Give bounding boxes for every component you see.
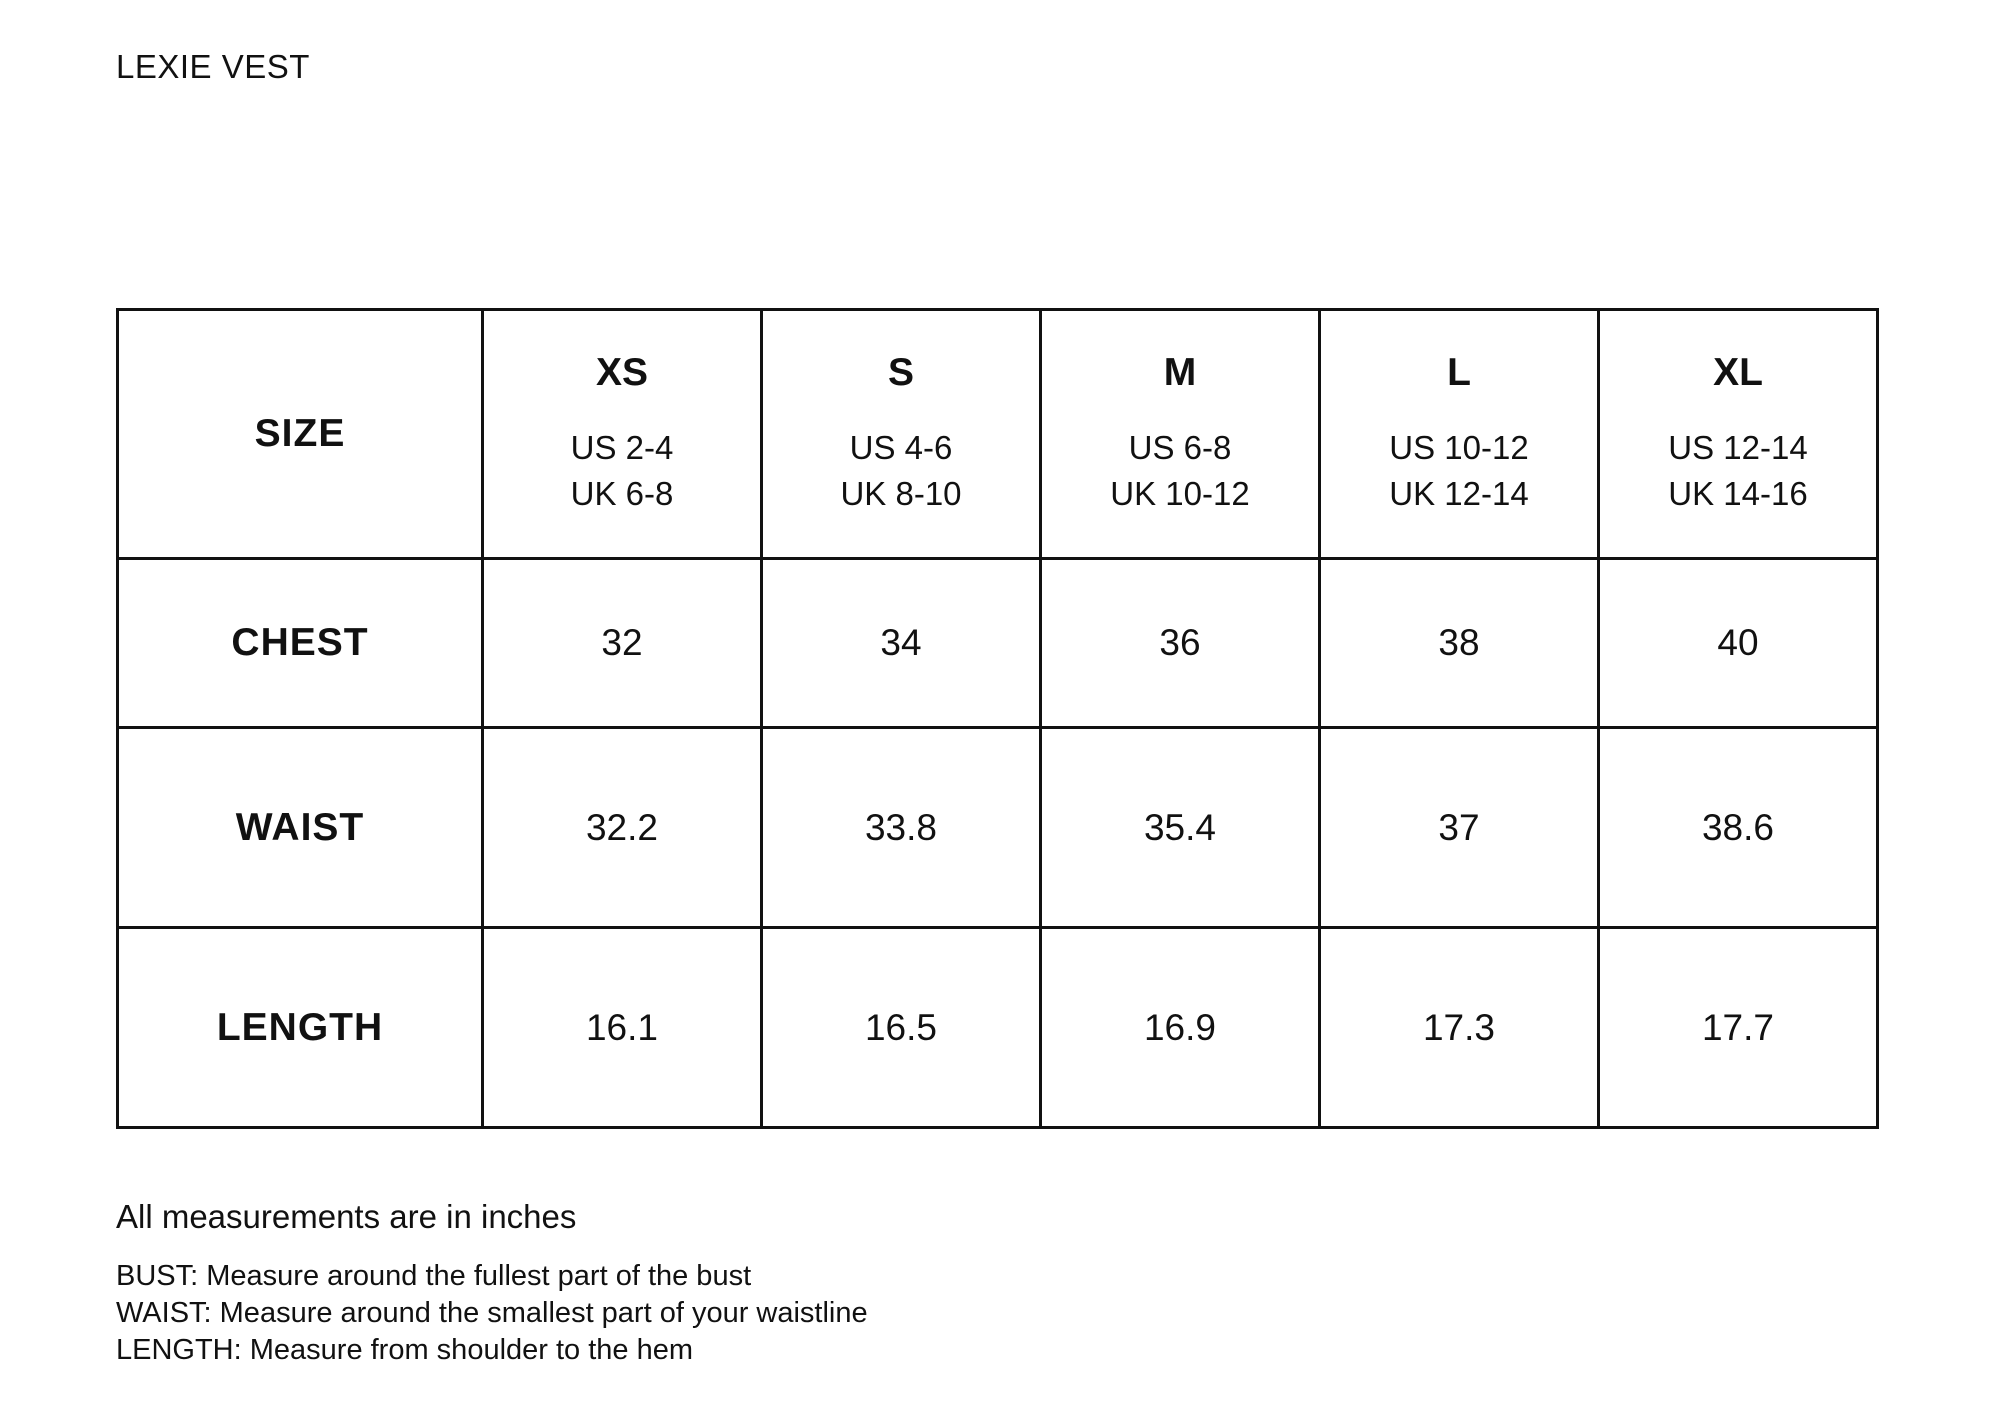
- size-column-xs: [483, 310, 762, 559]
- measurement-value: 38.6: [1701, 806, 1774, 848]
- measurement-value: 32: [601, 622, 643, 663]
- measurement-value: 16.1: [585, 1006, 658, 1048]
- value-cell: [1041, 728, 1320, 928]
- value-cell: [483, 928, 762, 1128]
- value-cell: [1599, 728, 1878, 928]
- size-us: US 12-14: [1668, 429, 1808, 466]
- guide-line-length: LENGTH: Measure from shoulder to the hem: [116, 1334, 694, 1366]
- size-uk: UK 14-16: [1668, 475, 1808, 512]
- size-code: L: [1447, 351, 1471, 394]
- units-note: All measurements are in inches: [116, 1198, 577, 1235]
- size-header-label: SIZE: [254, 412, 346, 455]
- table-row-length: [118, 928, 1878, 1128]
- size-header-cell: [118, 310, 483, 559]
- value-cell: [483, 728, 762, 928]
- size-column-l: [1320, 310, 1599, 559]
- size-code: S: [887, 351, 914, 394]
- size-column-m: [1041, 310, 1320, 559]
- size-code: XL: [1713, 351, 1763, 394]
- size-code: XS: [595, 351, 649, 394]
- size-code: M: [1163, 351, 1197, 394]
- measurement-value: 38: [1438, 622, 1480, 663]
- row-label-cell: [118, 928, 483, 1128]
- value-cell: [762, 928, 1041, 1128]
- size-chart-table: [116, 308, 1879, 1129]
- measurement-value: 36: [1159, 622, 1201, 663]
- guide-line-bust: BUST: Measure around the fullest part of the bust: [116, 1260, 752, 1292]
- value-cell: [1041, 928, 1320, 1128]
- value-cell: [1599, 559, 1878, 728]
- size-uk: UK 10-12: [1110, 475, 1250, 512]
- size-uk: UK 6-8: [570, 475, 674, 512]
- measurement-value: 32.2: [585, 806, 658, 848]
- size-column-s: [762, 310, 1041, 559]
- measurement-value: 34: [880, 622, 922, 663]
- table-row-chest: [118, 559, 1878, 728]
- measurement-value: 17.3: [1422, 1006, 1495, 1048]
- table-row-waist: [118, 728, 1878, 928]
- value-cell: [1320, 928, 1599, 1128]
- measurement-value: 35.4: [1143, 806, 1216, 848]
- measurement-value: 16.9: [1143, 1006, 1216, 1048]
- value-cell: [762, 728, 1041, 928]
- measurement-value: 33.8: [864, 806, 937, 848]
- value-cell: [762, 559, 1041, 728]
- size-uk: UK 8-10: [840, 475, 962, 512]
- measurement-value: 40: [1717, 622, 1759, 663]
- size-column-xl: [1599, 310, 1878, 559]
- measurement-guide: [116, 1258, 868, 1369]
- size-us: US 4-6: [849, 429, 953, 466]
- measurement-value: 37: [1438, 806, 1480, 848]
- size-us: US 10-12: [1389, 429, 1529, 466]
- size-uk: UK 12-14: [1389, 475, 1529, 512]
- value-cell: [1320, 559, 1599, 728]
- value-cell: [1599, 928, 1878, 1128]
- page-title: LEXIE VEST: [116, 48, 310, 85]
- row-label-cell: [118, 728, 483, 928]
- guide-line-waist: WAIST: Measure around the smallest part of your waistline: [116, 1297, 868, 1329]
- value-cell: [483, 559, 762, 728]
- size-us: US 2-4: [570, 429, 674, 466]
- value-cell: [1041, 559, 1320, 728]
- size-us: US 6-8: [1128, 429, 1232, 466]
- value-cell: [1320, 728, 1599, 928]
- measurement-value: 17.7: [1701, 1006, 1774, 1048]
- row-label: CHEST: [231, 621, 369, 664]
- row-label: WAIST: [235, 805, 365, 849]
- row-label-cell: [118, 559, 483, 728]
- measurement-value: 16.5: [864, 1006, 937, 1048]
- row-label: LENGTH: [216, 1005, 384, 1049]
- size-header-row: [118, 310, 1878, 559]
